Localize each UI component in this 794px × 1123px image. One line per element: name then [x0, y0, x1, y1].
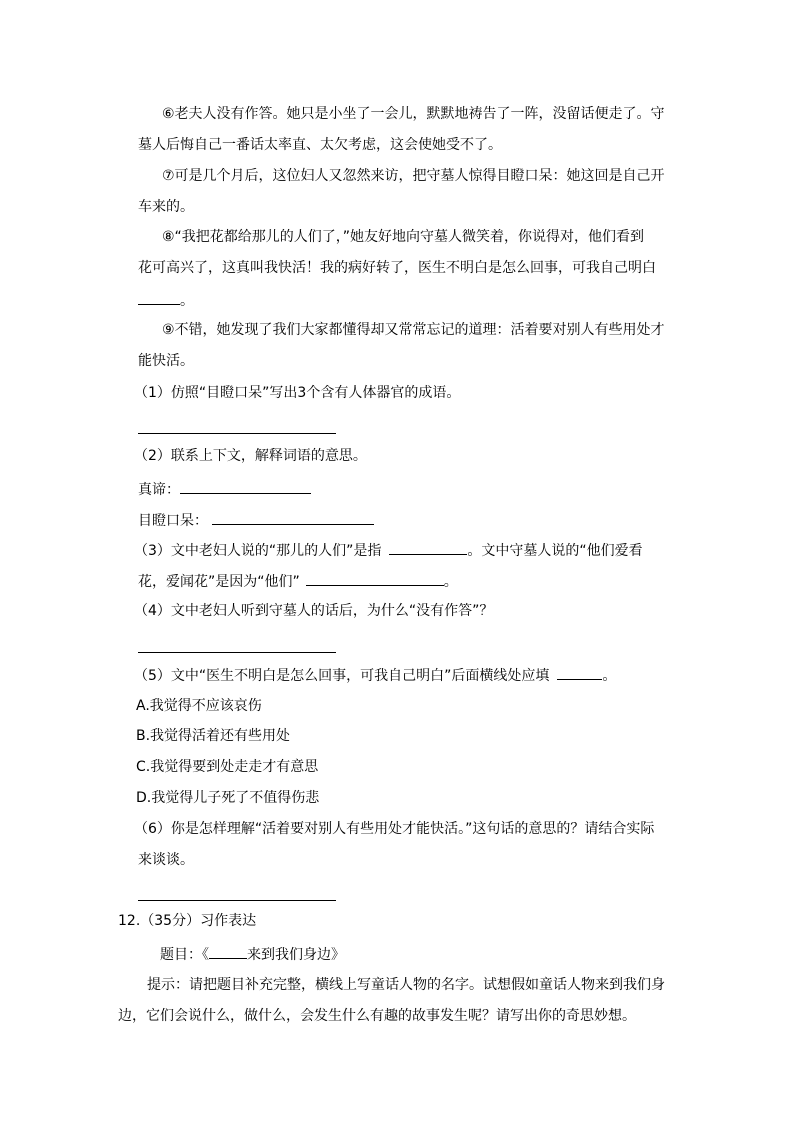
period: 。 — [180, 293, 194, 309]
question-4: （4）文中老妇人听到守墓人的话后，为什么“没有作答”？ — [134, 603, 494, 619]
question-5 — [134, 665, 616, 685]
answer-blank-q5[interactable] — [557, 665, 602, 680]
option-c[interactable]: C.我觉得要到处走走才有意思 — [136, 759, 319, 775]
q3-text-a: （3）文中老妇人说的“那儿的人们”是指 — [134, 543, 382, 559]
answer-blank-q3a[interactable] — [389, 540, 467, 555]
question-1: （1）仿照“目瞪口呆”写出3个含有人体器官的成语。 — [134, 385, 461, 401]
q5-period: 。 — [602, 668, 617, 684]
paragraph-6-line-2: 墓人后悔自己一番话太率直、太欠考虑，这会使她受不了。 — [138, 137, 502, 153]
hint-line-2: 边，它们会说什么，做什么，会发生什么有趣的故事发生呢？请写出你的奇思妙想。 — [118, 1008, 636, 1024]
q5-text: （5）文中“医生不明白是怎么回事，可我自己明白”后面横线处应填 — [134, 668, 550, 684]
paragraph-7-line-1: ⑦可是几个月后，这位妇人又忽然来访，把守墓人惊得目瞪口呆：她这回是自己开 — [162, 168, 665, 184]
q3-text-c: 花，爱闻花”是因为“他们” — [138, 574, 300, 590]
paragraph-8-line-1: ⑧“我把花都给那儿的人们了，”她友好地向守墓人微笑着，你说得对，他们看到 — [162, 229, 645, 245]
answer-blank-zhendi[interactable] — [180, 479, 311, 494]
question-2-zhendi — [138, 479, 311, 499]
paragraph-6-line-1: ⑥老夫人没有作答。她只是小坐了一会儿，默默地祷告了一阵，没留话便走了。守 — [162, 106, 665, 122]
option-b[interactable]: B.我觉得活着还有些用处 — [136, 728, 291, 744]
answer-line-q1[interactable] — [138, 433, 336, 434]
question-6-line-1: （6）你是怎样理解“活着要对别人有些用处才能快活。”这句话的意思的？请结合实际 — [134, 821, 655, 837]
composition-title — [160, 944, 345, 964]
paragraph-7-line-2: 车来的。 — [138, 199, 194, 215]
question-2: （2）联系上下文，解释词语的意思。 — [134, 448, 367, 464]
title-suffix: 来到我们身边》 — [247, 947, 345, 963]
answer-line-q4[interactable] — [138, 652, 336, 653]
answer-blank[interactable] — [138, 290, 180, 305]
answer-line-q6[interactable] — [138, 900, 336, 901]
paragraph-8-line-2: 花可高兴了，这真叫我快活！我的病好转了，医生不明白是怎么回事，可我自己明白 — [138, 260, 656, 276]
q3-text-b: 。文中守墓人说的“他们爱看 — [467, 543, 643, 559]
answer-blank-mudengkoudai[interactable] — [212, 510, 374, 525]
paragraph-9-line-1: ⑨不错，她发现了我们大家都懂得却又常常忘记的道理：活着要对别人有些用处才 — [162, 322, 665, 338]
question-6-line-2: 来谈谈。 — [138, 852, 194, 868]
question-2-mudengkoudai — [138, 510, 374, 530]
question-3-line-1 — [134, 540, 643, 560]
answer-blank-q3b[interactable] — [306, 571, 444, 586]
option-d[interactable]: D.我觉得儿子死了不值得伤悲 — [136, 790, 320, 806]
question-12-heading: 12.（35分）习作表达 — [118, 913, 257, 929]
paragraph-9-line-2: 能快活。 — [138, 353, 194, 369]
question-3-line-2 — [138, 571, 458, 591]
label-mudengkoudai: 目瞪口呆： — [138, 513, 208, 529]
label-zhendi: 真谛： — [138, 482, 180, 498]
paragraph-8-line-3 — [138, 290, 194, 310]
option-a[interactable]: A.我觉得不应该哀伤 — [136, 698, 262, 714]
hint-line-1: 提示：请把题目补充完整，横线上写童话人物的名字。试想假如童话人物来到我们身 — [147, 977, 665, 993]
answer-blank-title[interactable] — [209, 944, 247, 959]
title-prefix: 题目：《 — [160, 947, 209, 963]
q3-text-d: 。 — [443, 574, 458, 590]
